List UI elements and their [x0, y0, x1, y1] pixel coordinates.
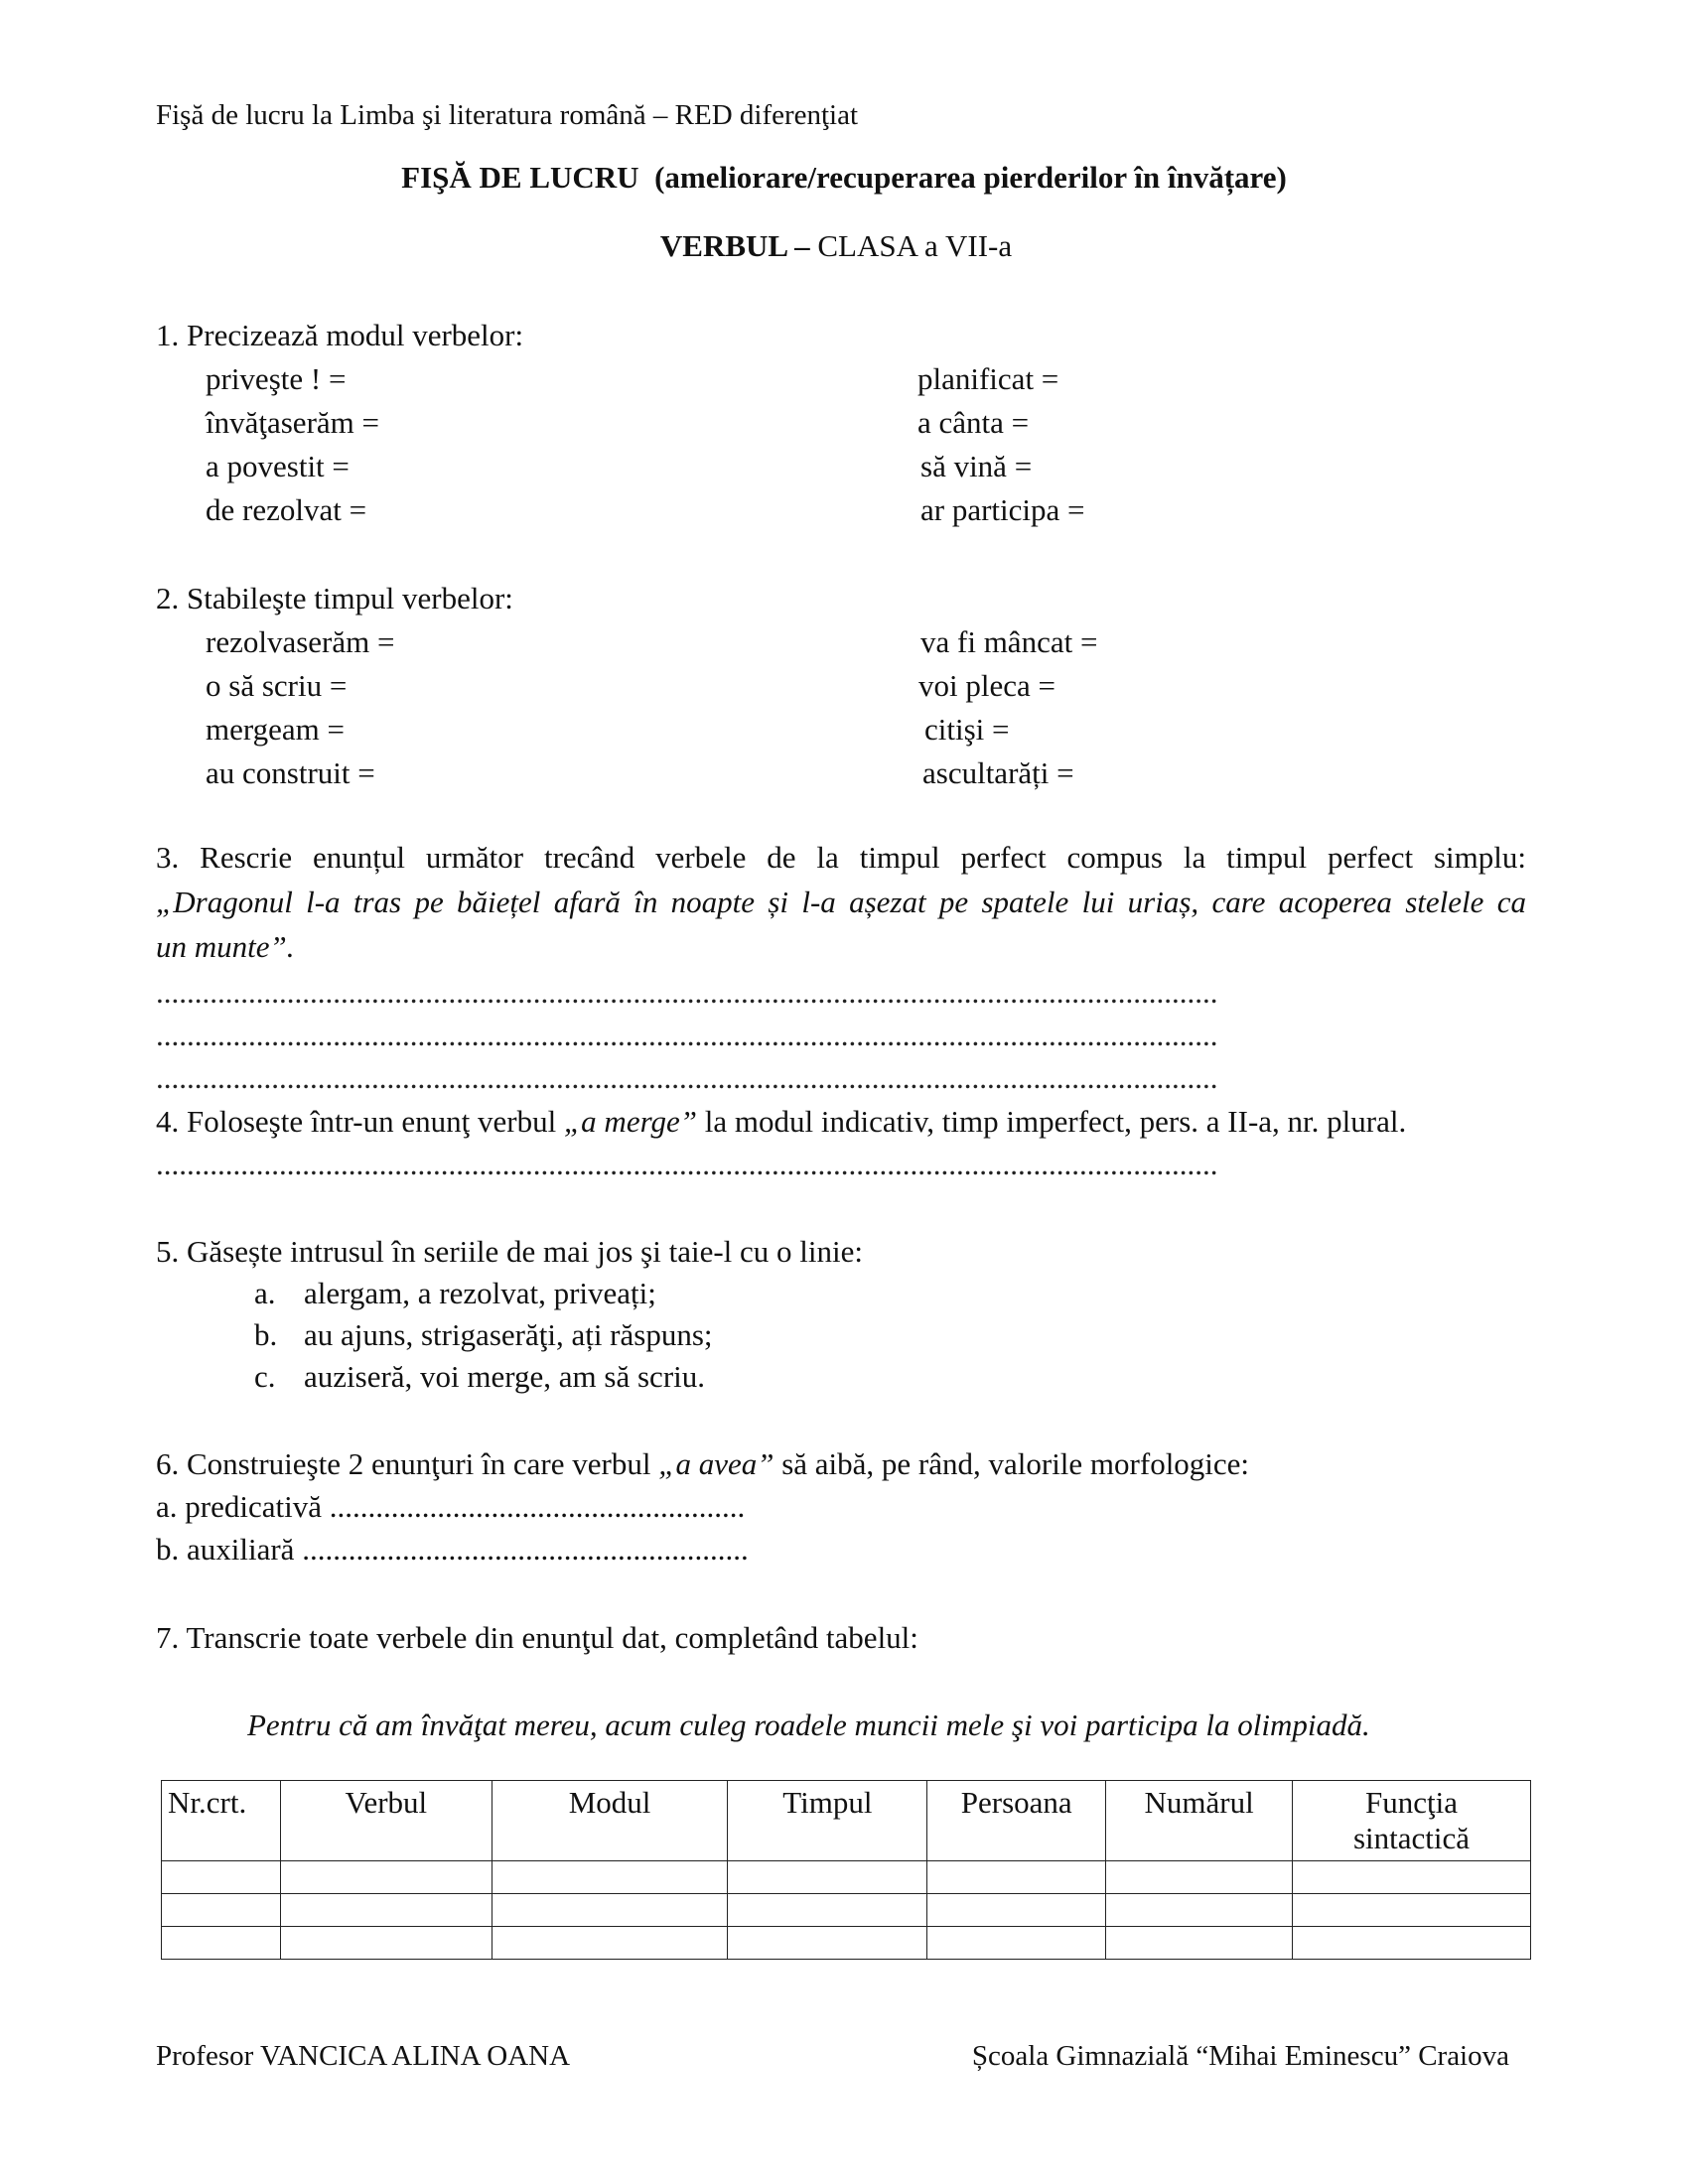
ex2-right-item: va fi mâncat = [920, 624, 1098, 659]
column-header: Verbul [280, 1781, 492, 1861]
footer-author: Profesor VANCICA ALINA OANA [156, 2040, 571, 2072]
table-cell[interactable] [1106, 1927, 1293, 1960]
ex5-series[interactable]: auziseră, voi merge, am să scriu. [304, 1359, 705, 1394]
title-rest: (ameliorare/recuperarea pierderilor în învățare) [654, 160, 1287, 195]
table-cell[interactable] [280, 1894, 492, 1927]
ex5-letter: c. [254, 1359, 276, 1394]
ex6-text-before: 6. Construieşte 2 enunţuri în care verbul [156, 1446, 659, 1481]
ex1-heading: 1. Precizează modul verbelor: [156, 318, 524, 352]
table-row [162, 1861, 1531, 1894]
subtitle-rest: CLASA a VII-a [817, 228, 1013, 263]
ex6-instruction [156, 1446, 1249, 1482]
ex2-right-item: ascultarăți = [922, 755, 1074, 790]
table-row [162, 1894, 1531, 1927]
footer-school: Școala Gimnazială “Mihai Eminescu” Craiova [971, 2040, 1509, 2072]
ex2-left-item: au construit = [206, 755, 375, 790]
column-header: Timpul [728, 1781, 927, 1861]
ex4-text-before: 4. Foloseşte într-un enunţ verbul [156, 1104, 564, 1139]
ex1-left-item: priveşte ! = [206, 361, 347, 396]
table-cell[interactable] [728, 1861, 927, 1894]
ex2-right-item: voi pleca = [918, 668, 1055, 703]
column-header: Nr.crt. [162, 1781, 281, 1861]
answer-line[interactable]: .......................................................................................................................................... [156, 1060, 1218, 1095]
ex1-right-item: ar participa = [920, 492, 1085, 527]
table-cell[interactable] [728, 1927, 927, 1960]
document-header-line: Fişă de lucru la Limba şi literatura română – RED diferenţiat [156, 99, 859, 131]
ex4-instruction [156, 1104, 1406, 1140]
table-cell[interactable] [492, 1861, 728, 1894]
ex1-right-item: a cânta = [917, 405, 1030, 440]
ex2-heading: 2. Stabileşte timpul verbelor: [156, 581, 513, 615]
table-cell[interactable] [1106, 1861, 1293, 1894]
ex6-answer-predicative[interactable]: a. predicativă ...................................................... [156, 1489, 746, 1524]
table-cell[interactable] [1106, 1894, 1293, 1927]
ex3-quote-line: „Dragonul l-a tras pe băiețel afară în noapte și l-a așezat pe spatele lui uriaș, care acoperea stelele ca [156, 885, 1526, 919]
ex4-verb: „a merge” [563, 1104, 697, 1139]
table-cell[interactable] [492, 1894, 728, 1927]
ex6-answer-auxiliary[interactable]: b. auxiliară .......................................................... [156, 1532, 749, 1567]
ex5-letter: a. [254, 1276, 276, 1310]
answer-line[interactable]: .......................................................................................................................................... [156, 975, 1218, 1010]
table-cell[interactable] [162, 1927, 281, 1960]
ex2-right-item: citişi = [924, 712, 1010, 747]
verbs-table [161, 1780, 1531, 1960]
ex2-left-item: o să scriu = [206, 668, 348, 703]
column-header: Funcţia sintactică [1293, 1781, 1531, 1861]
table-cell[interactable] [280, 1927, 492, 1960]
table-cell[interactable] [728, 1894, 927, 1927]
column-header: Persoana [927, 1781, 1106, 1861]
table-cell[interactable] [927, 1894, 1106, 1927]
worksheet-subtitle [0, 228, 1680, 264]
table-cell[interactable] [492, 1927, 728, 1960]
ex1-right-item: planificat = [917, 361, 1059, 396]
ex5-heading: 5. Găsește intrusul în seriile de mai jos şi taie-l cu o linie: [156, 1234, 863, 1269]
column-header: Modul [492, 1781, 728, 1861]
ex6-text-after: să aibă, pe rând, valorile morfologice: [774, 1446, 1250, 1481]
table-cell[interactable] [162, 1861, 281, 1894]
table-cell[interactable] [927, 1927, 1106, 1960]
ex1-left-item: de rezolvat = [206, 492, 367, 527]
ex1-left-item: a povestit = [206, 449, 350, 483]
ex3-instruction: 3. Rescrie enunțul următor trecând verbele de la timpul perfect compus la timpul perfect simplu: [156, 840, 1526, 875]
answer-line[interactable]: .......................................................................................................................................... [156, 1018, 1218, 1052]
ex7-sentence: Pentru că am învăţat mereu, acum culeg roadele muncii mele şi voi participa la olimpiadă. [247, 1707, 1370, 1742]
ex5-series[interactable]: au ajuns, strigaserăţi, ați răspuns; [304, 1317, 713, 1352]
table-cell[interactable] [1293, 1894, 1531, 1927]
ex1-left-item: învăţaserăm = [206, 405, 379, 440]
ex2-left-item: rezolvaserăm = [206, 624, 395, 659]
ex5-series[interactable]: alergam, a rezolvat, priveați; [304, 1276, 656, 1310]
column-header: Numărul [1106, 1781, 1293, 1861]
ex5-letter: b. [254, 1317, 278, 1352]
title-bold: FIŞĂ DE LUCRU [401, 160, 639, 195]
worksheet-title [0, 160, 1688, 196]
table-cell[interactable] [280, 1861, 492, 1894]
table-row [162, 1927, 1531, 1960]
subtitle-bold: VERBUL – [659, 228, 810, 263]
ex7-heading: 7. Transcrie toate verbele din enunţul dat, completând tabelul: [156, 1620, 918, 1655]
table-cell[interactable] [162, 1894, 281, 1927]
table-cell[interactable] [1293, 1927, 1531, 1960]
table-header-row [162, 1781, 1531, 1861]
ex3-quote-end: un munte”. [156, 929, 295, 964]
table-cell[interactable] [927, 1861, 1106, 1894]
answer-line[interactable]: .......................................................................................................................................... [156, 1147, 1218, 1181]
ex6-verb: „a avea” [658, 1446, 774, 1481]
ex2-left-item: mergeam = [206, 712, 345, 747]
ex4-text-after: la modul indicativ, timp imperfect, pers. a II-a, nr. plural. [697, 1104, 1407, 1139]
ex1-right-item: să vină = [920, 449, 1033, 483]
table-cell[interactable] [1293, 1861, 1531, 1894]
